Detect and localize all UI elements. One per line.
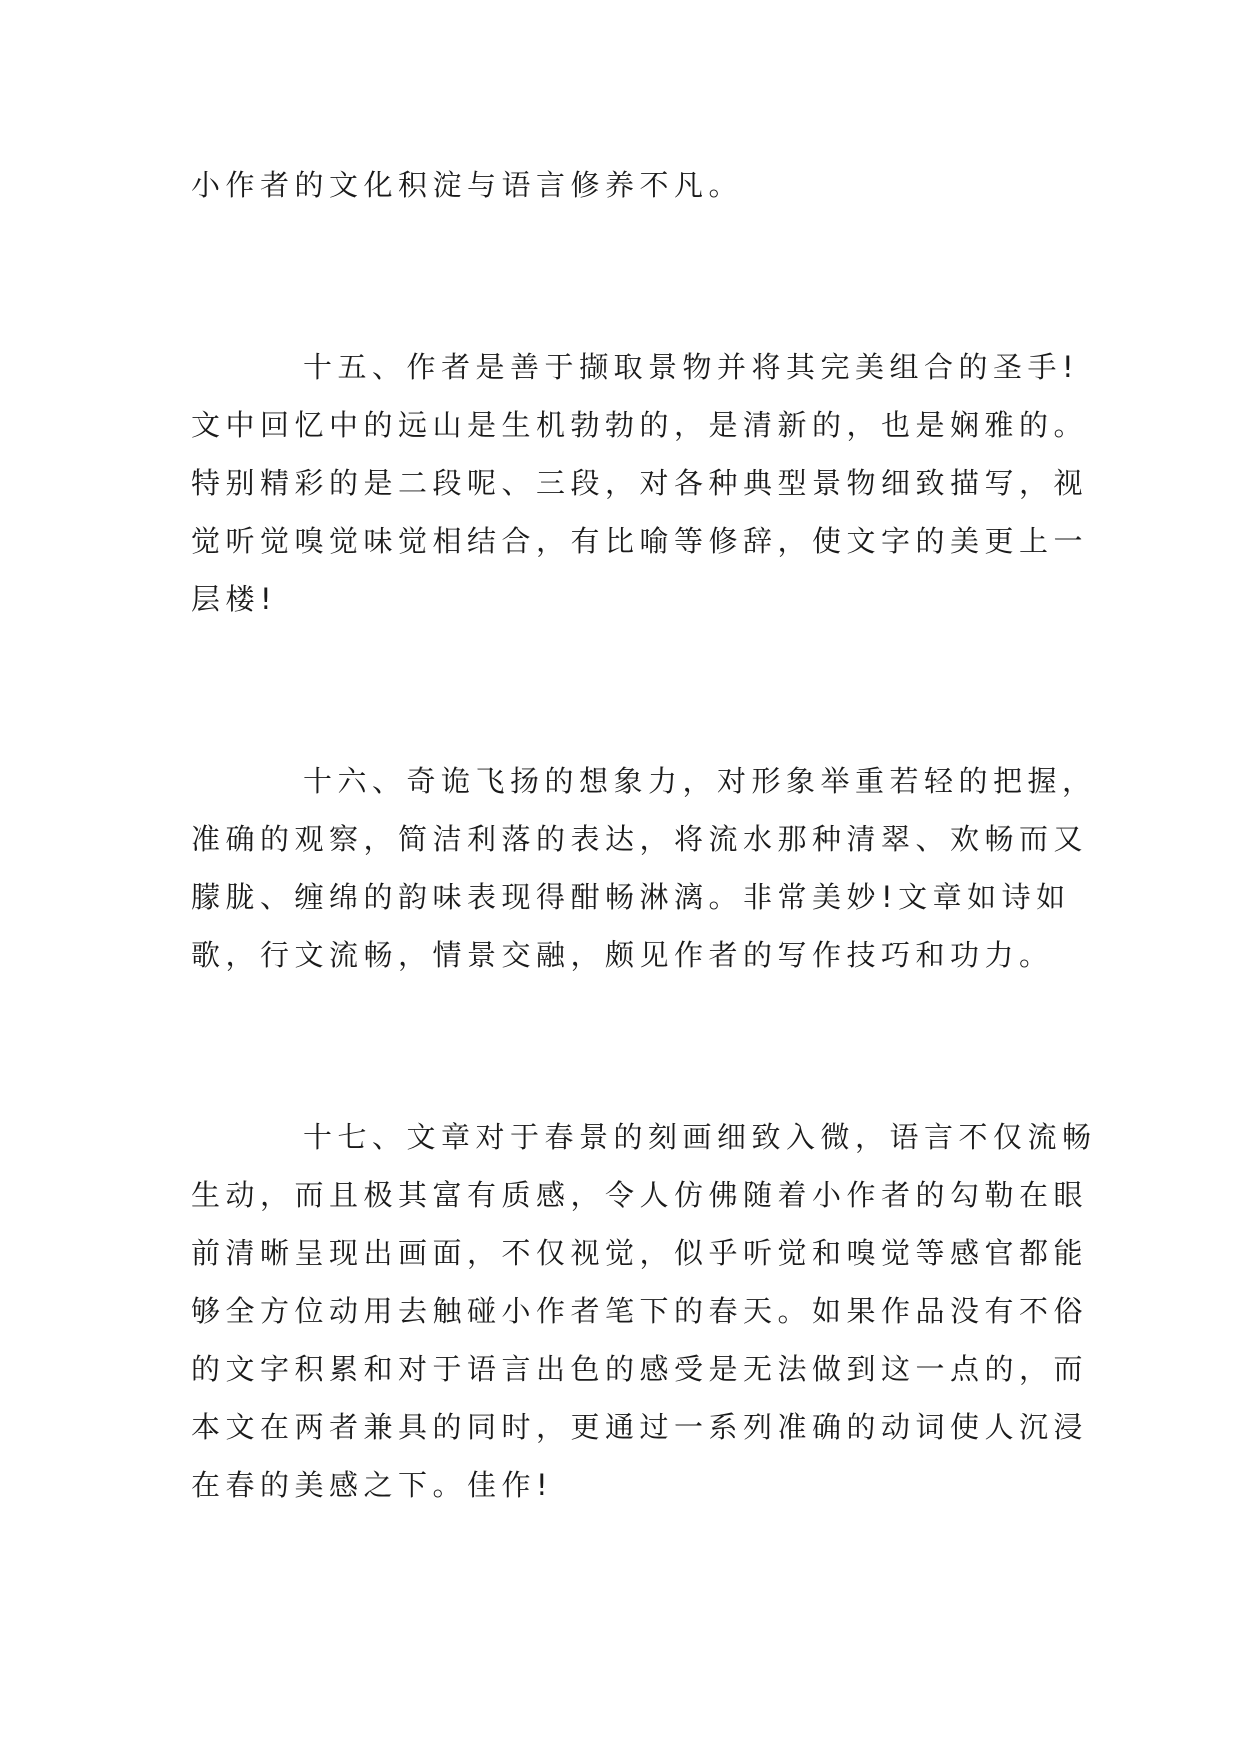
paragraph-comment-15	[191, 338, 1089, 628]
paragraph-line: 的文字积累和对于语言出色的感受是无法做到这一点的，而	[191, 1352, 1089, 1386]
paragraph-line: 本文在两者兼具的同时，更通过一系列准确的动词使人沉浸	[191, 1410, 1089, 1444]
paragraph-line: 前清晰呈现出画面，不仅视觉，似乎听觉和嗅觉等感官都能	[191, 1236, 1089, 1270]
paragraph-line: 特别精彩的是二段呢、三段，对各种典型景物细致描写，视	[191, 466, 1089, 500]
paragraph-line: 歌，行文流畅，情景交融，颇见作者的写作技巧和功力。	[191, 938, 1054, 972]
paragraph-line: 朦胧、缠绵的韵味表现得酣畅淋漓。非常美妙!文章如诗如	[191, 880, 1071, 914]
paragraph-line: 够全方位动用去触碰小作者笔下的春天。如果作品没有不俗	[191, 1294, 1089, 1328]
paragraph-line: 在春的美感之下。佳作!	[191, 1468, 554, 1502]
paragraph-line: 十六、奇诡飞扬的想象力，对形象举重若轻的把握，	[303, 764, 1097, 798]
paragraph-line: 觉听觉嗅觉味觉相结合，有比喻等修辞，使文字的美更上一	[191, 524, 1089, 558]
paragraph-comment-17	[191, 1108, 1097, 1514]
paragraph-line: 准确的观察，简洁利落的表达，将流水那种清翠、欢畅而又	[191, 822, 1089, 856]
paragraph-line: 生动，而且极其富有质感，令人仿佛随着小作者的勾勒在眼	[191, 1178, 1089, 1212]
document-body	[191, 156, 1097, 1514]
paragraph-line: 层楼!	[191, 582, 278, 616]
paragraph-line: 十五、作者是善于撷取景物并将其完美组合的圣手!	[303, 350, 1080, 384]
paragraph-continuation	[191, 156, 1051, 214]
paragraph-comment-16	[191, 752, 1097, 984]
paragraph-line: 十七、文章对于春景的刻画细致入微，语言不仅流畅	[303, 1120, 1097, 1154]
paragraph-line: 小作者的文化积淀与语言修养不凡。	[191, 168, 744, 202]
paragraph-line: 文中回忆中的远山是生机勃勃的，是清新的，也是娴雅的。	[191, 408, 1089, 442]
